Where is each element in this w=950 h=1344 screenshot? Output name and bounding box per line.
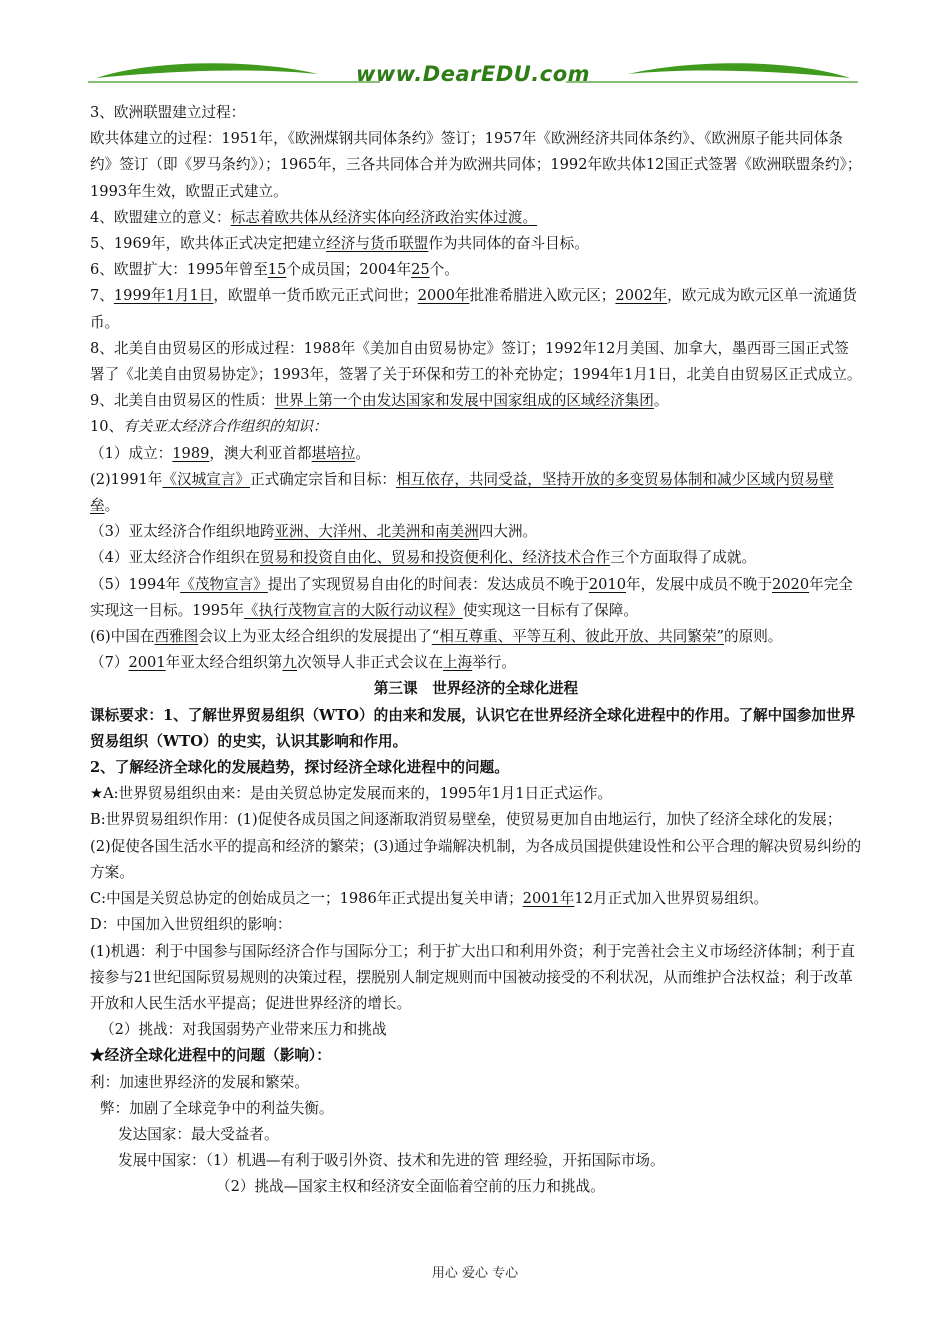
- text-span: 年亚太经合组织第: [165, 654, 283, 672]
- underlined-text: 上海: [442, 654, 473, 672]
- text-span: 7、: [90, 287, 114, 305]
- text-span: 的原则。: [724, 628, 783, 646]
- text-line: 发展中国家：（1）机遇—有利于吸引外资、技术和先进的管 理经验，开拓国际市场。: [118, 1152, 665, 1170]
- text-span: 正式确定宗旨和目标：: [249, 470, 396, 488]
- text-span: 4、欧盟建立的意义：: [90, 208, 231, 226]
- underlined-text: 《茂物宣言》: [180, 575, 268, 593]
- text-line: [90, 886, 862, 912]
- site-logo[interactable]: www.DearEDU.com: [355, 62, 591, 86]
- underlined-text: 1999年1月1日: [113, 287, 214, 305]
- underlined-text: 亚洲、大洋州、北美洲和南美洲: [274, 523, 479, 541]
- text-line: [90, 519, 862, 545]
- text-line: D：中国加入世贸组织的影响：: [90, 916, 292, 934]
- text-span: C:中国是关贸总协定的创始成员之一；1986年正式提出复关申请；: [90, 890, 523, 908]
- text-span: 个成员国；2004年: [286, 261, 412, 279]
- lesson-title: 第三课 世界经济的全球化进程: [373, 680, 579, 698]
- text-line: （2）挑战：对我国弱势产业带来压力和挑战: [100, 1021, 387, 1039]
- text-span: 会议上为亚太经合组织的发展提出了: [198, 628, 432, 646]
- text-span: 。: [355, 444, 370, 462]
- underlined-text: 2000年: [417, 287, 470, 305]
- text-span: (6)中国在: [90, 628, 155, 646]
- text-span: 10、: [90, 418, 124, 436]
- text-line: [90, 650, 862, 676]
- text-paragraph: B:世界贸易组织作用：(1)促使各成员国之间逐渐取消贸易壁垒，使贸易更加自由地运行，加快了经济全球化的发展；(2)促使各国生活水平的提高和经济的繁荣；(3)通过争端解决机制，为各成员国提供建设性和公平合理的解决贸易纠纷的方案。: [90, 811, 862, 881]
- underlined-text: 2020: [771, 575, 810, 593]
- text-span: 个。: [429, 261, 459, 279]
- text-span: 举行。: [472, 654, 516, 672]
- text-line: [90, 441, 862, 467]
- text-paragraph: [90, 624, 862, 650]
- text-paragraph: [90, 467, 862, 519]
- underlined-text: 西雅图: [154, 628, 199, 646]
- text-span: (2)1991年: [90, 470, 163, 488]
- underlined-text: 经济与货币联盟: [326, 235, 429, 253]
- text-span: ，澳大利亚首都: [209, 444, 312, 462]
- document-body: [90, 100, 862, 1201]
- text-span: 。: [104, 497, 120, 515]
- text-span: 5、1969年，欧共体正式决定把建立: [90, 235, 327, 253]
- text-span: （5）1994年: [90, 575, 181, 593]
- text-span: （4）亚太经济合作组织在: [90, 549, 260, 567]
- underlined-text: 《汉城宣言》: [162, 470, 250, 488]
- page-footer: 用心 爱心 专心: [431, 1266, 519, 1281]
- section-heading: ★经济全球化进程中的问题（影响）：: [90, 1047, 331, 1065]
- text-line: 3、欧洲联盟建立过程：: [90, 104, 246, 121]
- text-span: 三个方面取得了成就。: [610, 549, 757, 567]
- text-span: 四大洲。: [478, 523, 538, 541]
- underlined-text: 2001: [128, 654, 166, 672]
- text-span: 12月正式加入世界贸易组织。: [574, 890, 769, 908]
- text-line: [90, 545, 862, 571]
- text-span: 批准希腊进入欧元区；: [469, 287, 616, 305]
- text-line: （2）挑战—国家主权和经济安全面临着空前的压力和挑战。: [216, 1178, 605, 1196]
- text-line: [90, 205, 862, 231]
- text-line: 弊：加剧了全球竞争中的利益失衡。: [100, 1099, 334, 1117]
- text-line: [90, 257, 862, 283]
- text-line: [90, 388, 862, 414]
- underlined-text: 相互依存，共同受益，坚持开放的多变贸易体制和减少区域内贸易壁垒: [90, 470, 834, 515]
- text-span: 。: [653, 392, 669, 410]
- underlined-text: 15: [267, 261, 287, 279]
- text-paragraph: (1)机遇：利于中国参与国际经济合作与国际分工；利于扩大出口和利用外资；利于完善社会主义市场经济体制；利于直接参与21世纪国际贸易规则的决策过程，摆脱别人制定规则而中国被动接受的不利状况，从而维护合法权益；利于改革开放和人民生活水平提高；促进世界经济的增长。: [90, 942, 855, 1012]
- underlined-text: 九: [282, 654, 297, 672]
- text-paragraph: [90, 572, 862, 624]
- underlined-text: 25: [411, 261, 430, 279]
- text-span: 作为共同体的奋斗目标。: [428, 235, 589, 253]
- underlined-text: “相互尊重、平等互利、彼此开放、共同繁荣”: [431, 628, 724, 646]
- page-header: [88, 56, 858, 90]
- curriculum-requirement: 2、了解经济全球化的发展趋势，探讨经济全球化进程中的问题。: [90, 759, 509, 777]
- underlined-text: 标志着欧共体从经济实体向经济政治实体过渡。: [230, 208, 538, 226]
- text-paragraph: [90, 283, 862, 335]
- underlined-text: 堪培拉: [311, 444, 356, 462]
- text-span: 6、欧盟扩大：1995年曾至: [90, 261, 268, 279]
- text-span: 9、北美自由贸易区的性质：: [90, 392, 275, 410]
- text-line: [90, 231, 862, 257]
- underlined-text: 2010: [588, 575, 627, 593]
- text-line: ★A:世界贸易组织由来：是由关贸总协定发展而来的，1995年1月1日正式运作。: [90, 785, 613, 803]
- text-paragraph: 8、北美自由贸易区的形成过程：1988年《美加自由贸易协定》签订；1992年12月美国、加拿大，墨西哥三国正式签署了《北美自由贸易协定》；1993年，签署了关于环保和劳工的补充协定；1994年1月1日，北美自由贸易区正式成立。: [90, 339, 862, 384]
- text-span: ，欧盟单一货币欧元正式问世；: [213, 287, 418, 305]
- underlined-text: 贸易和投资自由化、贸易和投资便利化、经济技术合作: [259, 549, 611, 567]
- text-span: 年，发展中成员不晚于: [626, 575, 772, 593]
- underlined-text: 《执行茂物宣言的大阪行动议程》: [243, 601, 463, 619]
- curriculum-requirement: 课标要求：1、了解世界贸易组织（WTO）的由来和发展，认识它在世界经济全球化进程中的作用。了解中国参加世界贸易组织（WTO）的史实，认识其影响和作用。: [90, 706, 856, 750]
- underlined-text: 2002年: [615, 287, 668, 305]
- text-span: 使实现这一目标有了保障。: [462, 601, 638, 619]
- italic-heading: 有关亚太经济合作组织的知识：: [123, 418, 328, 436]
- text-span: 次领导人非正式会议在: [297, 654, 443, 672]
- underlined-text: 1989: [172, 444, 210, 462]
- underlined-text: 世界上第一个由发达国家和发展中国家组成的区域经济集团: [274, 392, 654, 410]
- text-line: [90, 414, 862, 440]
- text-span: （1）成立：: [90, 444, 173, 462]
- text-line: 发达国家：最大受益者。: [118, 1125, 279, 1143]
- text-span: （3）亚太经济合作组织地跨: [90, 523, 275, 541]
- text-span: 提出了实现贸易自由化的时间表：发达成员不晚于: [267, 575, 589, 593]
- text-span: （7）: [90, 654, 129, 672]
- text-line: 利：加速世界经济的发展和繁荣。: [90, 1073, 309, 1091]
- underlined-text: 2001年: [522, 890, 575, 908]
- text-paragraph: 欧共体建立的过程：1951年，《欧洲煤钢共同体条约》签订；1957年《欧洲经济共同体条约》、《欧洲原子能共同体条约》签订（即《罗马条约》）；1965年，三各共同体合并为欧洲共同体；1992年欧共体12国正式签署《欧洲联盟条约》；1993年生效，欧盟正式建立。: [90, 130, 862, 200]
- text-span: ，欧元成为欧元区单一流通货币。: [90, 287, 857, 331]
- text-span: 年完全实现这一目标。1995年: [90, 575, 853, 619]
